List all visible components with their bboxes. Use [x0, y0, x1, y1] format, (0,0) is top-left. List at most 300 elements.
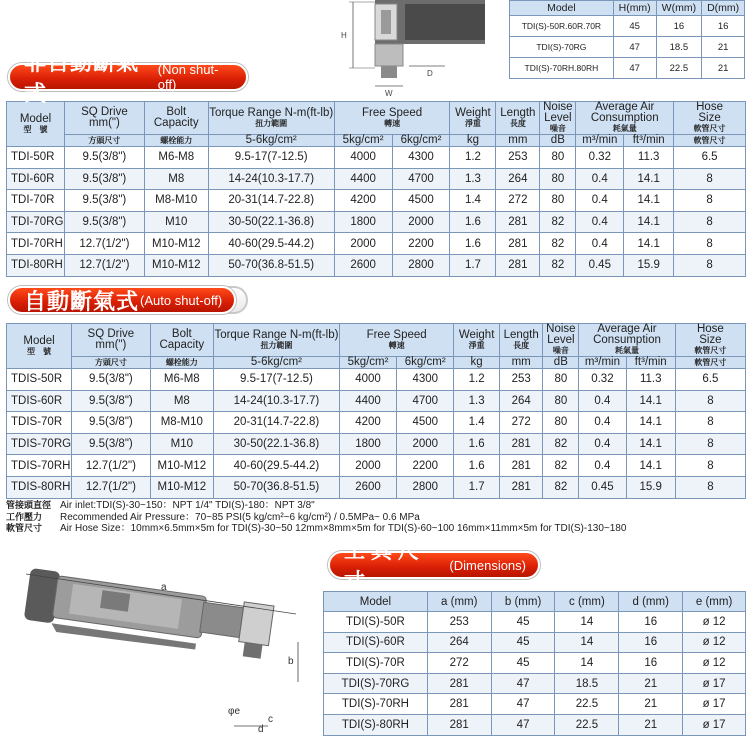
- banner-title: [8, 50, 248, 106]
- table-cell: 11.3: [624, 147, 674, 169]
- table-cell: M10-M12: [144, 233, 208, 255]
- table-cell: M8: [150, 390, 213, 412]
- note-hose-size: [6, 523, 750, 535]
- table-cell: 2200: [397, 455, 454, 477]
- spec-table-auto-shutoff: [6, 323, 746, 499]
- table-cell: M10: [144, 211, 208, 233]
- header-bolt: Bolt Capacity: [150, 324, 213, 357]
- table-cell: 8: [674, 168, 746, 190]
- model-cell: TDIS-70R: [7, 412, 72, 434]
- table-row: [7, 233, 746, 255]
- table-cell: 0.45: [576, 254, 624, 276]
- table-cell: 281: [427, 673, 491, 694]
- notes: [6, 500, 750, 535]
- table-cell: 2800: [392, 254, 450, 276]
- table-cell: 9.5(3/8"): [72, 369, 151, 391]
- hwd-header: Model: [510, 1, 614, 16]
- label-a: a: [161, 582, 167, 593]
- label-h: H: [341, 31, 347, 40]
- table-cell: 40-60(29.5-44.2): [208, 233, 334, 255]
- model-cell: TDI(S)-60R: [324, 632, 428, 653]
- table-cell: 264: [496, 168, 540, 190]
- table-cell: 1800: [334, 211, 392, 233]
- table-cell: 9.5(3/8"): [72, 412, 151, 434]
- table-cell: 0.32: [576, 147, 624, 169]
- section-banner-auto-shutoff: [8, 283, 248, 317]
- table-cell: M6-M8: [144, 147, 208, 169]
- table-cell: 4400: [339, 390, 396, 412]
- spec-table-non-shutoff: [6, 101, 746, 277]
- table-cell: 2000: [334, 233, 392, 255]
- hwd-header: H(mm): [613, 1, 656, 16]
- model-cell: TDI(S)-70RH: [324, 694, 428, 715]
- section-banner-dimensions: [328, 540, 540, 593]
- unit-weight: kg: [450, 135, 496, 147]
- table-row: [7, 412, 746, 434]
- table-cell: M10-M12: [150, 455, 213, 477]
- table-row: [324, 694, 746, 715]
- table-cell: 14.1: [624, 211, 674, 233]
- table-row: [324, 714, 746, 735]
- unit-sq: 方頭尺寸: [64, 135, 144, 147]
- table-cell: M6-M8: [150, 369, 213, 391]
- table-cell: 50-70(36.8-51.5): [208, 254, 334, 276]
- model-cell: TDI-50R: [7, 147, 65, 169]
- table-row: [7, 369, 746, 391]
- spec-table-body: [7, 369, 746, 499]
- table-cell: 9.5(3/8"): [64, 168, 144, 190]
- table-cell: 1.3: [450, 168, 496, 190]
- table-cell: 1800: [339, 433, 396, 455]
- table-cell: 281: [496, 211, 540, 233]
- table-cell: 11.3: [626, 369, 675, 391]
- hwd-cell: TDI(S)-70RH.80RH: [510, 58, 614, 79]
- table-cell: 82: [543, 476, 579, 498]
- table-row: [7, 433, 746, 455]
- header-air: Average Air Consumption 耗氣量: [576, 102, 674, 135]
- table-cell: 0.4: [579, 412, 626, 434]
- header-torque: Torque Range N-m(ft-lb) 扭力範圍: [213, 324, 339, 357]
- table-cell: 14: [555, 632, 619, 653]
- table-cell: 12.7(1/2"): [72, 476, 151, 498]
- header-model: Model 型 號: [7, 102, 65, 147]
- unit-noise: dB: [540, 135, 576, 147]
- header-weight: Weight 淨重: [454, 324, 500, 357]
- table-row: [7, 390, 746, 412]
- table-cell: 281: [496, 233, 540, 255]
- table-cell: 264: [499, 390, 543, 412]
- table-cell: 80: [543, 390, 579, 412]
- label-b: b: [288, 656, 294, 667]
- table-cell: 14: [555, 612, 619, 633]
- table-cell: 14.1: [626, 433, 675, 455]
- hwd-cell: 47: [613, 58, 656, 79]
- table-cell: 9.5(3/8"): [64, 211, 144, 233]
- table-cell: 47: [491, 673, 555, 694]
- label-e: φe: [228, 706, 241, 717]
- unit-torque: 5-6kg/cm²: [213, 357, 339, 369]
- unit-noise: dB: [543, 357, 579, 369]
- table-cell: 2600: [339, 476, 396, 498]
- table-cell: 4200: [339, 412, 396, 434]
- table-cell: 14.1: [624, 190, 674, 212]
- table-cell: 14.1: [626, 412, 675, 434]
- table-cell: 1.6: [450, 211, 496, 233]
- header-bolt: Bolt Capacity: [144, 102, 208, 135]
- table-cell: 4500: [397, 412, 454, 434]
- dims-header: a (mm): [427, 592, 491, 612]
- table-cell: 80: [543, 369, 579, 391]
- table-cell: 30-50(22.1-36.8): [213, 433, 339, 455]
- table-cell: 0.4: [576, 233, 624, 255]
- tool-head-svg: [335, 0, 485, 96]
- table-row: [324, 653, 746, 674]
- table-cell: 47: [491, 694, 555, 715]
- table-cell: 9.5(3/8"): [64, 190, 144, 212]
- model-cell: TDIS-80RH: [7, 476, 72, 498]
- hwd-cell: 45: [613, 16, 656, 37]
- model-cell: TDI-70R: [7, 190, 65, 212]
- model-cell: TDI-60R: [7, 168, 65, 190]
- note-air-pressure: [6, 512, 750, 524]
- label-d: D: [427, 69, 433, 78]
- table-cell: 8: [675, 476, 745, 498]
- unit-row: [7, 357, 746, 369]
- table-cell: 82: [540, 254, 576, 276]
- table-cell: 1.6: [454, 433, 500, 455]
- table-cell: 8: [675, 433, 745, 455]
- table-cell: ø 17: [683, 714, 746, 735]
- model-cell: TDIS-50R: [7, 369, 72, 391]
- table-cell: M10: [150, 433, 213, 455]
- unit-bolt: 螺栓能力: [144, 135, 208, 147]
- table-cell: 0.4: [579, 455, 626, 477]
- table-cell: 14.1: [624, 233, 674, 255]
- table-row: [7, 254, 746, 276]
- hwd-cell: TDI(S)-70RG: [510, 37, 614, 58]
- table-cell: 16: [619, 653, 683, 674]
- header-sq-drive: SQ Drive mm("): [64, 102, 144, 135]
- tool-dimension-svg: [6, 546, 306, 736]
- table-cell: 4000: [334, 147, 392, 169]
- table-cell: 14-24(10.3-17.7): [208, 168, 334, 190]
- unit-sq: 方頭尺寸: [72, 357, 151, 369]
- dims-header: Model: [324, 592, 428, 612]
- table-cell: 6.5: [674, 147, 746, 169]
- table-cell: 22.5: [555, 714, 619, 735]
- hwd-cell: 21: [702, 58, 745, 79]
- table-cell: 0.45: [579, 476, 626, 498]
- table-cell: 4200: [334, 190, 392, 212]
- table-cell: 272: [496, 190, 540, 212]
- unit-air-m3: m³/min: [579, 357, 626, 369]
- table-cell: 1.2: [454, 369, 500, 391]
- table-cell: 18.5: [555, 673, 619, 694]
- table-row: [324, 632, 746, 653]
- unit-row: [7, 135, 746, 147]
- table-cell: 47: [491, 714, 555, 735]
- table-row: [7, 211, 746, 233]
- header-model: Model 型 號: [7, 324, 72, 369]
- hwd-cell: 47: [613, 37, 656, 58]
- table-cell: 2000: [339, 455, 396, 477]
- table-cell: ø 12: [683, 632, 746, 653]
- table-cell: ø 17: [683, 694, 746, 715]
- hwd-cell: 21: [702, 37, 745, 58]
- table-cell: 9.5(3/8"): [72, 433, 151, 455]
- table-cell: 1.2: [450, 147, 496, 169]
- table-cell: 0.4: [579, 390, 626, 412]
- label-d: d: [258, 724, 264, 735]
- model-cell: TDI-70RG: [7, 211, 65, 233]
- table-row: [510, 37, 745, 58]
- table-cell: 22.5: [555, 694, 619, 715]
- note-text: Recommended Air Pressure：70~85 PSI(5 kg/cm²~6 kg/cm²) / 0.5MPa~ 0.6 MPa: [60, 511, 420, 523]
- unit-bolt: 螺栓能力: [150, 357, 213, 369]
- unit-speed5: 5kg/cm²: [334, 135, 392, 147]
- table-cell: 9.5-17(7-12.5): [213, 369, 339, 391]
- unit-speed6: 6kg/cm²: [397, 357, 454, 369]
- table-cell: 1.4: [450, 190, 496, 212]
- table-cell: 1.7: [450, 254, 496, 276]
- model-cell: TDIS-70RG: [7, 433, 72, 455]
- table-cell: 21: [619, 694, 683, 715]
- table-cell: 45: [491, 612, 555, 633]
- model-cell: TDI(S)-80RH: [324, 714, 428, 735]
- header-length: Length 長度: [499, 324, 543, 357]
- table-cell: 2000: [392, 211, 450, 233]
- banner-title: [8, 286, 236, 314]
- table-cell: 272: [499, 412, 543, 434]
- table-cell: 80: [540, 190, 576, 212]
- table-cell: 4700: [392, 168, 450, 190]
- table-cell: 20-31(14.7-22.8): [213, 412, 339, 434]
- table-cell: 15.9: [624, 254, 674, 276]
- model-cell: TDIS-60R: [7, 390, 72, 412]
- table-cell: ø 12: [683, 653, 746, 674]
- table-cell: 2600: [334, 254, 392, 276]
- table-row: [7, 476, 746, 498]
- table-cell: 0.4: [576, 190, 624, 212]
- table-cell: 281: [499, 476, 543, 498]
- table-row: [7, 455, 746, 477]
- table-cell: 281: [499, 455, 543, 477]
- header-noise: Noise Level 噪音: [543, 324, 579, 357]
- note-text: Air inlet:TDI(S)-30~150：NPT 1/4" TDI(S)-180：NPT 3/8": [60, 500, 315, 511]
- hwd-header: D(mm): [702, 1, 745, 16]
- table-cell: 12.7(1/2"): [64, 254, 144, 276]
- table-cell: M10-M12: [144, 254, 208, 276]
- note-label: 軟管尺寸: [6, 523, 43, 533]
- table-cell: 9.5(3/8"): [64, 147, 144, 169]
- table-cell: 14.1: [626, 455, 675, 477]
- hwd-cell: 22.5: [656, 58, 702, 79]
- table-cell: 4000: [339, 369, 396, 391]
- note-label: 管接頭直徑: [6, 500, 52, 510]
- banner-title: [328, 540, 540, 593]
- dims-header: d (mm): [619, 592, 683, 612]
- table-row: [324, 612, 746, 633]
- banner-title-zh: 工具尺寸: [344, 540, 425, 593]
- banner-title-en: (Dimensions): [449, 557, 526, 573]
- table-cell: 50-70(36.8-51.5): [213, 476, 339, 498]
- table-cell: 30-50(22.1-36.8): [208, 211, 334, 233]
- table-cell: 16: [619, 612, 683, 633]
- table-row: [7, 168, 746, 190]
- table-cell: 80: [540, 147, 576, 169]
- table-cell: 2000: [397, 433, 454, 455]
- header-air: Average Air Consumption 耗氣量: [579, 324, 676, 357]
- table-cell: 4500: [392, 190, 450, 212]
- table-cell: 4300: [392, 147, 450, 169]
- table-cell: ø 12: [683, 612, 746, 633]
- table-cell: 1.6: [454, 455, 500, 477]
- hwd-cell: 18.5: [656, 37, 702, 58]
- hwd-cell: 16: [702, 16, 745, 37]
- model-cell: TDI(S)-70RG: [324, 673, 428, 694]
- table-cell: M8-M10: [144, 190, 208, 212]
- unit-speed6: 6kg/cm²: [392, 135, 450, 147]
- table-cell: 8: [674, 233, 746, 255]
- table-cell: 82: [543, 433, 579, 455]
- table-cell: 40-60(29.5-44.2): [213, 455, 339, 477]
- table-cell: 80: [543, 412, 579, 434]
- note-air-inlet: [6, 500, 750, 512]
- table-row: [324, 673, 746, 694]
- table-cell: 272: [427, 653, 491, 674]
- note-text: Air Hose Size：10mm×6.5mm×5m for TDI(S)-30~50 12mm×8mm×5m for TDI(S)-60~100 16mm×11mm×5m for TDI(S)-130~180: [60, 523, 627, 534]
- header-hose: Hose Size 軟管尺寸: [675, 324, 745, 357]
- header-torque: Torque Range N-m(ft-lb) 扭力範圍: [208, 102, 334, 135]
- hwd-cell: 16: [656, 16, 702, 37]
- banner-title-zh: 自動斷氣式: [24, 288, 140, 314]
- hwd-cell: TDI(S)-50R.60R.70R: [510, 16, 614, 37]
- model-cell: TDIS-70RH: [7, 455, 72, 477]
- table-cell: 0.4: [576, 168, 624, 190]
- table-cell: 82: [540, 211, 576, 233]
- table-cell: 0.4: [576, 211, 624, 233]
- unit-air-ft3: ft³/min: [626, 357, 675, 369]
- header-length: Length 長度: [496, 102, 540, 135]
- unit-hose: 軟管尺寸: [674, 135, 746, 147]
- spec-table-body: [7, 147, 746, 277]
- table-cell: 0.4: [579, 433, 626, 455]
- table-cell: 4400: [334, 168, 392, 190]
- tool-dimension-drawing: [6, 546, 306, 736]
- unit-air-m3: m³/min: [576, 135, 624, 147]
- table-row: [7, 190, 746, 212]
- banner-title-en: (Non shut-off): [157, 62, 219, 92]
- dims-header: e (mm): [683, 592, 746, 612]
- table-cell: 253: [499, 369, 543, 391]
- model-cell: TDI(S)-70R: [324, 653, 428, 674]
- dims-header: c (mm): [555, 592, 619, 612]
- table-cell: 9.5-17(7-12.5): [208, 147, 334, 169]
- table-cell: 16: [619, 632, 683, 653]
- note-label: 工作壓力: [6, 511, 43, 522]
- table-cell: 8: [674, 211, 746, 233]
- table-cell: 14: [555, 653, 619, 674]
- table-cell: 1.4: [454, 412, 500, 434]
- table-cell: 8: [675, 455, 745, 477]
- table-cell: 253: [496, 147, 540, 169]
- table-cell: 281: [496, 254, 540, 276]
- table-cell: 8: [674, 254, 746, 276]
- hwd-header: W(mm): [656, 1, 702, 16]
- table-cell: 14.1: [626, 390, 675, 412]
- table-cell: 264: [427, 632, 491, 653]
- table-cell: 8: [674, 190, 746, 212]
- table-cell: 21: [619, 714, 683, 735]
- table-cell: M8-M10: [150, 412, 213, 434]
- banner-title-zh: 非自動斷氣式: [24, 50, 140, 106]
- table-cell: 45: [491, 653, 555, 674]
- table-cell: 2200: [392, 233, 450, 255]
- table-cell: 80: [540, 168, 576, 190]
- table-cell: 253: [427, 612, 491, 633]
- table-cell: 4700: [397, 390, 454, 412]
- table-cell: M8: [144, 168, 208, 190]
- table-cell: 14-24(10.3-17.7): [213, 390, 339, 412]
- table-cell: 82: [540, 233, 576, 255]
- table-cell: 6.5: [675, 369, 745, 391]
- table-cell: 281: [499, 433, 543, 455]
- table-cell: 12.7(1/2"): [64, 233, 144, 255]
- banner-title-en: (Auto shut-off): [140, 292, 223, 308]
- table-cell: 15.9: [626, 476, 675, 498]
- table-cell: 2800: [397, 476, 454, 498]
- table-cell: 8: [675, 412, 745, 434]
- header-weight: Weight 淨重: [450, 102, 496, 135]
- unit-weight: kg: [454, 357, 500, 369]
- label-c: c: [268, 714, 273, 725]
- table-cell: 1.3: [454, 390, 500, 412]
- unit-speed5: 5kg/cm²: [339, 357, 396, 369]
- model-cell: TDI(S)-50R: [324, 612, 428, 633]
- unit-length: mm: [496, 135, 540, 147]
- model-cell: TDI-80RH: [7, 254, 65, 276]
- table-cell: 9.5(3/8"): [72, 390, 151, 412]
- table-cell: 82: [543, 455, 579, 477]
- table-cell: 0.32: [579, 369, 626, 391]
- table-cell: 20-31(14.7-22.8): [208, 190, 334, 212]
- label-w: W: [385, 89, 393, 96]
- table-cell: 12.7(1/2"): [72, 455, 151, 477]
- table-row: [7, 147, 746, 169]
- table-row: [510, 58, 745, 79]
- unit-length: mm: [499, 357, 543, 369]
- header-free-speed: Free Speed 轉速: [339, 324, 453, 357]
- model-cell: TDI-70RH: [7, 233, 65, 255]
- table-cell: 45: [491, 632, 555, 653]
- table-cell: 1.6: [450, 233, 496, 255]
- head-size-table: [509, 0, 745, 79]
- header-sq-drive: SQ Drive mm("): [72, 324, 151, 357]
- dims-header: b (mm): [491, 592, 555, 612]
- table-cell: 14.1: [624, 168, 674, 190]
- unit-hose: 軟管尺寸: [675, 357, 745, 369]
- table-cell: 1.7: [454, 476, 500, 498]
- dimensions-table: [323, 591, 746, 736]
- table-cell: 281: [427, 714, 491, 735]
- tool-head-drawing: [335, 0, 485, 96]
- table-cell: ø 17: [683, 673, 746, 694]
- table-cell: 21: [619, 673, 683, 694]
- header-noise: Noise Level 噪音: [540, 102, 576, 135]
- dimensions-table-body: [324, 612, 746, 736]
- table-row: [510, 16, 745, 37]
- table-cell: 4300: [397, 369, 454, 391]
